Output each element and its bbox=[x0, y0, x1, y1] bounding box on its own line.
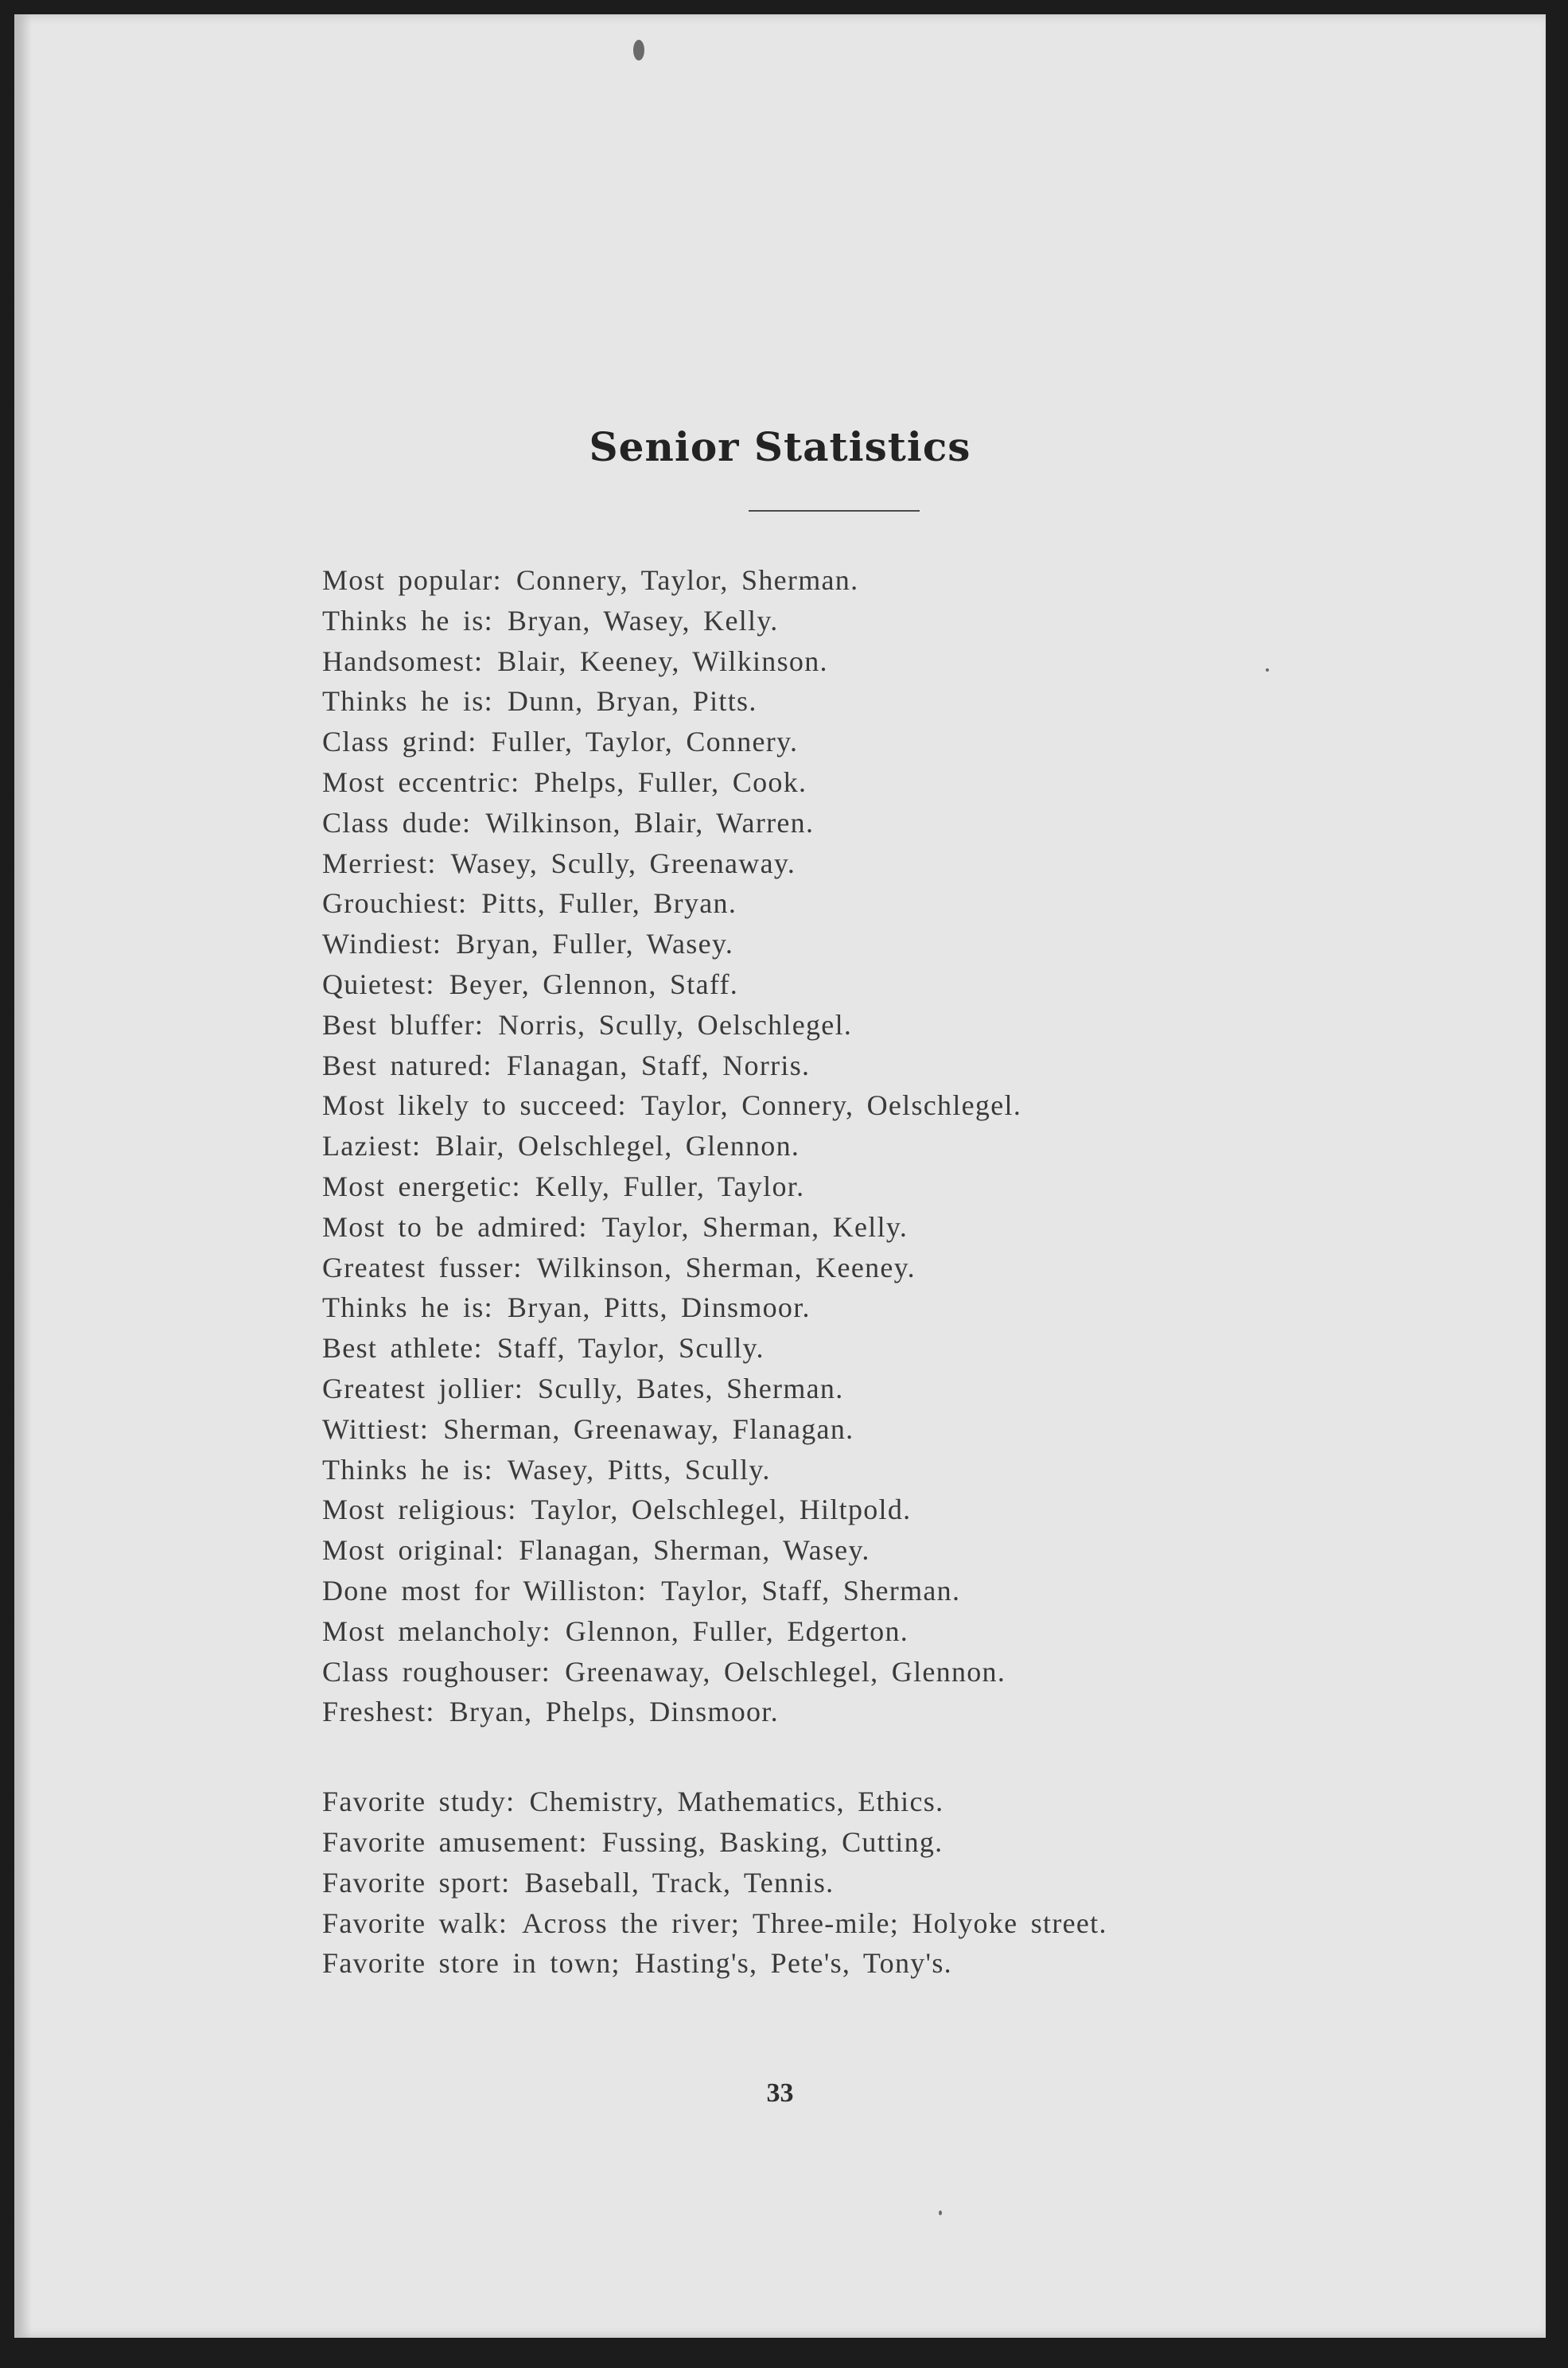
stat-label: Most melancholy: bbox=[322, 1614, 551, 1647]
stat-value: Dunn, Bryan, Pitts. bbox=[507, 685, 757, 718]
ink-speck bbox=[633, 40, 644, 60]
stat-row bbox=[322, 560, 1476, 601]
stat-row bbox=[322, 1369, 1476, 1409]
stat-row bbox=[322, 1652, 1476, 1692]
stat-value: Norris, Scully, Oelschlegel. bbox=[498, 1008, 853, 1041]
stat-row bbox=[322, 843, 1476, 884]
stat-label: Grouchiest: bbox=[322, 887, 468, 920]
stat-label: Most likely to succeed: bbox=[322, 1089, 627, 1122]
stat-value: Wilkinson, Sherman, Keeney. bbox=[536, 1251, 916, 1283]
stat-label: Done most for Williston: bbox=[322, 1574, 648, 1607]
stat-label: Most eccentric: bbox=[322, 765, 520, 798]
book-page bbox=[14, 14, 1546, 2338]
stat-row bbox=[322, 1450, 1476, 1490]
stat-row bbox=[322, 601, 1476, 641]
stat-value: Fuller, Taylor, Connery. bbox=[491, 726, 799, 758]
senior-statistics-list bbox=[322, 560, 1476, 1984]
stat-row bbox=[322, 1571, 1476, 1611]
stat-label: Thinks he is: bbox=[322, 1291, 493, 1324]
stat-label: Best athlete: bbox=[322, 1332, 483, 1365]
stat-label: Greatest jollier: bbox=[322, 1372, 524, 1404]
stat-label: Most to be admired: bbox=[322, 1210, 588, 1243]
stat-row bbox=[322, 803, 1476, 843]
stat-value: Blair, Keeney, Wilkinson. bbox=[497, 645, 828, 677]
spine-shadow bbox=[14, 14, 32, 2338]
stat-value: Scully, Bates, Sherman. bbox=[538, 1372, 844, 1404]
stat-row bbox=[322, 641, 1476, 682]
favorite-row bbox=[322, 1822, 1476, 1863]
stat-label: Best bluffer: bbox=[322, 1008, 484, 1041]
stat-row bbox=[322, 681, 1476, 722]
stat-value: Wasey, Pitts, Scully. bbox=[507, 1453, 771, 1486]
favorite-value: Baseball, Track, Tennis. bbox=[524, 1866, 835, 1899]
stat-value: Pitts, Fuller, Bryan. bbox=[481, 887, 737, 920]
stat-row bbox=[322, 1287, 1476, 1328]
stat-row bbox=[322, 1490, 1476, 1530]
stat-label: Thinks he is: bbox=[322, 604, 493, 637]
stat-value: Bryan, Pitts, Dinsmoor. bbox=[507, 1291, 811, 1324]
stat-label: Windiest: bbox=[322, 928, 442, 960]
stat-value: Phelps, Fuller, Cook. bbox=[534, 765, 807, 798]
favorite-value: Across the river; Three-mile; Holyoke street. bbox=[522, 1906, 1107, 1939]
stat-value: Wasey, Scully, Greenaway. bbox=[450, 847, 796, 879]
stat-row bbox=[322, 1328, 1476, 1369]
stat-value: Connery, Taylor, Sherman. bbox=[516, 564, 859, 596]
stat-value: Bryan, Wasey, Kelly. bbox=[507, 604, 779, 637]
stat-row bbox=[322, 924, 1476, 964]
favorite-row bbox=[322, 1782, 1476, 1822]
stat-row bbox=[322, 1409, 1476, 1450]
title-divider bbox=[749, 510, 920, 512]
stat-row bbox=[322, 1166, 1476, 1207]
stat-label: Wittiest: bbox=[322, 1412, 430, 1445]
stat-value: Taylor, Staff, Sherman. bbox=[661, 1574, 961, 1607]
stat-row bbox=[322, 1530, 1476, 1571]
stat-value: Taylor, Sherman, Kelly. bbox=[601, 1210, 909, 1243]
stat-row bbox=[322, 722, 1476, 762]
stat-value: Sherman, Greenaway, Flanagan. bbox=[443, 1412, 854, 1445]
stat-label: Quietest: bbox=[322, 968, 435, 1000]
stat-row bbox=[322, 762, 1476, 803]
favorite-label: Favorite walk: bbox=[322, 1906, 508, 1939]
section-spacer bbox=[322, 1732, 1476, 1782]
stat-label: Freshest: bbox=[322, 1696, 435, 1728]
stat-value: Wilkinson, Blair, Warren. bbox=[485, 806, 815, 839]
stat-label: Handsomest: bbox=[322, 645, 484, 677]
stat-value: Bryan, Fuller, Wasey. bbox=[456, 928, 734, 960]
stat-value: Taylor, Connery, Oelschlegel. bbox=[640, 1089, 1022, 1122]
stat-label: Most original: bbox=[322, 1534, 505, 1567]
stat-row bbox=[322, 1611, 1476, 1652]
stat-value: Beyer, Glennon, Staff. bbox=[449, 968, 739, 1000]
stat-label: Class dude: bbox=[322, 806, 472, 839]
favorite-value: Hasting's, Pete's, Tony's. bbox=[634, 1947, 952, 1980]
favorite-label: Favorite sport: bbox=[322, 1866, 511, 1899]
stat-label: Thinks he is: bbox=[322, 1453, 493, 1486]
stat-row bbox=[322, 883, 1476, 924]
stat-value: Bryan, Phelps, Dinsmoor. bbox=[449, 1696, 779, 1728]
stat-label: Merriest: bbox=[322, 847, 437, 879]
stat-value: Flanagan, Staff, Norris. bbox=[506, 1049, 811, 1081]
stat-value: Kelly, Fuller, Taylor. bbox=[535, 1170, 805, 1202]
stat-value: Flanagan, Sherman, Wasey. bbox=[519, 1534, 870, 1567]
stat-row bbox=[322, 1207, 1476, 1248]
stat-value: Staff, Taylor, Scully. bbox=[496, 1332, 765, 1365]
stat-label: Class grind: bbox=[322, 726, 477, 758]
stat-value: Glennon, Fuller, Edgerton. bbox=[565, 1614, 909, 1647]
stat-label: Most religious: bbox=[322, 1494, 517, 1526]
stat-row bbox=[322, 1248, 1476, 1288]
stat-row bbox=[322, 1005, 1476, 1046]
stat-row bbox=[322, 1046, 1476, 1086]
stat-value: Greenaway, Oelschlegel, Glennon. bbox=[565, 1655, 1006, 1688]
favorite-label: Favorite store in town; bbox=[322, 1947, 621, 1980]
page-number: 33 bbox=[766, 2078, 794, 2108]
stat-row bbox=[322, 1692, 1476, 1732]
stat-value: Blair, Oelschlegel, Glennon. bbox=[435, 1130, 800, 1163]
stat-label: Most energetic: bbox=[322, 1170, 521, 1202]
page-title: Senior Statistics bbox=[589, 423, 971, 470]
stat-row bbox=[322, 964, 1476, 1005]
stat-value: Taylor, Oelschlegel, Hiltpold. bbox=[531, 1494, 912, 1526]
favorite-value: Chemistry, Mathematics, Ethics. bbox=[529, 1786, 944, 1818]
stat-row bbox=[322, 1126, 1476, 1166]
stat-label: Thinks he is: bbox=[322, 685, 493, 718]
stat-label: Class roughouser: bbox=[322, 1655, 551, 1688]
favorite-row bbox=[322, 1863, 1476, 1903]
favorite-label: Favorite amusement: bbox=[322, 1825, 588, 1858]
stat-label: Greatest fusser: bbox=[322, 1251, 523, 1283]
stat-label: Most popular: bbox=[322, 564, 502, 596]
ink-speck bbox=[939, 2210, 942, 2215]
favorite-row bbox=[322, 1903, 1476, 1944]
stat-label: Laziest: bbox=[322, 1130, 422, 1163]
favorite-row bbox=[322, 1943, 1476, 1984]
stat-row bbox=[322, 1085, 1476, 1126]
favorite-value: Fussing, Basking, Cutting. bbox=[601, 1825, 944, 1858]
favorite-label: Favorite study: bbox=[322, 1786, 516, 1818]
stat-label: Best natured: bbox=[322, 1049, 492, 1081]
